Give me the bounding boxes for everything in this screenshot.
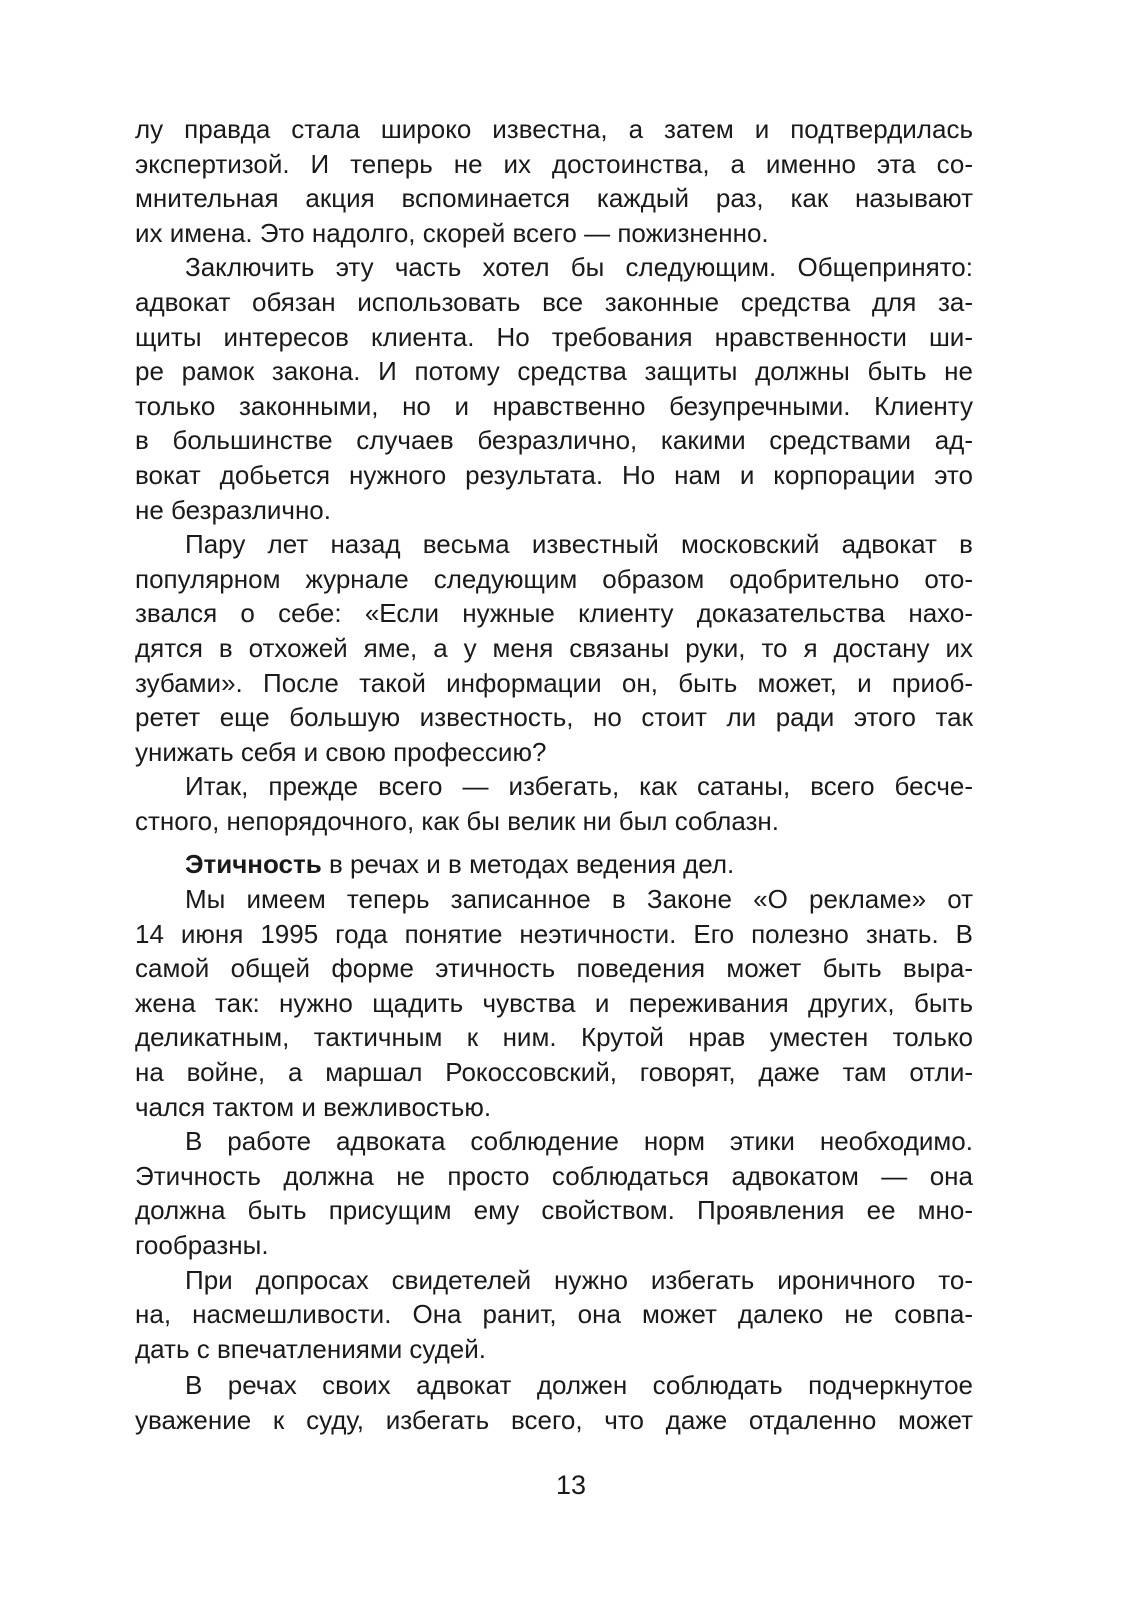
text-line: Заключить эту часть хотел бы следующим. Общепринято: [185, 252, 973, 283]
text-line: дятся в отхожей яме, а у меня связаны руки, то я достану их [135, 632, 973, 663]
text-line: лу правда стала широко известна, а затем и подтвердилась [135, 114, 973, 144]
text-line: их имена. Это надолго, скорей всего — пожизненно. [135, 217, 769, 248]
text-line: В работе адвоката соблюдение норм этики необходимо. [185, 1126, 973, 1157]
text-line: унижать себя и свою профессию? [135, 736, 547, 767]
text-line: стного, непорядочного, как бы велик ни был соблазн. [135, 805, 780, 836]
text-line: адвокат обязан использовать все законные средства для за- [135, 286, 973, 317]
text-line: чался тактом и вежливостью. [135, 1091, 492, 1122]
paragraph [135, 847, 973, 882]
page-number: 13 [555, 1470, 587, 1500]
text-line: Пару лет назад весьма известный московский адвокат в [185, 529, 973, 560]
text-line: дать с впечатлениями судей. [135, 1333, 486, 1364]
text-line: только законными, но и нравственно безупречными. Клиенту [135, 390, 973, 421]
text-line: Мы имеем теперь записанное в Законе «О рекламе» от [185, 884, 973, 915]
text-line: должна быть присущим ему свойством. Проявления ее мно- [135, 1195, 973, 1226]
text-line: гообразны. [135, 1230, 269, 1260]
text-line: экспертизой. И теперь не их достоинства, а именно эта со- [135, 148, 973, 179]
bold-term: Этичность [185, 849, 322, 880]
text-span: в речах и в методах ведения дел. [321, 849, 735, 880]
text-line: 14 июня 1995 года понятие неэтичности. Его полезно знать. В [135, 918, 973, 949]
page-body [135, 112, 973, 1438]
paragraph [135, 527, 973, 769]
paragraph [135, 112, 973, 250]
text-line: При допросах свидетелей нужно избегать ироничного то- [185, 1264, 973, 1295]
text-line: ре рамок закона. И потому средства защиты должны быть не [135, 356, 973, 387]
text-line: Итак, прежде всего — избегать, как сатаны, всего бесче- [185, 771, 973, 802]
text-line: В речах своих адвокат должен соблюдать подчеркнутое [185, 1370, 973, 1401]
text-line: в большинстве случаев безразлично, какими средствами ад- [135, 425, 973, 456]
paragraph [135, 250, 973, 527]
text-line: звался о себе: «Если нужные клиенту доказательства нахо- [135, 598, 973, 629]
text-line: на, насмешливости. Она ранит, она может далеко не совпа- [135, 1299, 973, 1330]
text-line [135, 847, 973, 882]
text-line: вокат добьется нужного результата. Но нам и корпорации это [135, 459, 973, 490]
paragraph [135, 1124, 973, 1262]
text-line: мнительная акция вспоминается каждый раз, как называют [135, 183, 973, 214]
text-line: ретет еще большую известность, но стоит ли ради этого так [135, 702, 973, 733]
text-line: не безразлично. [135, 494, 331, 525]
paragraph [135, 882, 973, 1124]
text-line: уважение к суду, избегать всего, что даже отдаленно может [135, 1404, 973, 1435]
text-line: на войне, а маршал Рокоссовский, говорят, даже там отли- [135, 1057, 973, 1088]
text-line: зубами». После такой информации он, быть может, и приоб- [135, 667, 973, 698]
paragraph [135, 1368, 973, 1437]
text-line: щиты интересов клиента. Но требования нравственности ши- [135, 321, 973, 352]
text-line: Этичность должна не просто соблюдаться адвокатом — она [135, 1160, 973, 1191]
text-line: жена так: нужно щадить чувства и переживания других, быть [135, 987, 973, 1018]
text-line: деликатным, тактичным к ним. Крутой нрав уместен только [135, 1022, 973, 1053]
paragraph [135, 769, 973, 838]
text-line: популярном журнале следующим образом одобрительно ото- [135, 563, 973, 594]
paragraph [135, 1263, 973, 1367]
text-line: самой общей форме этичность поведения может быть выра- [135, 953, 973, 984]
